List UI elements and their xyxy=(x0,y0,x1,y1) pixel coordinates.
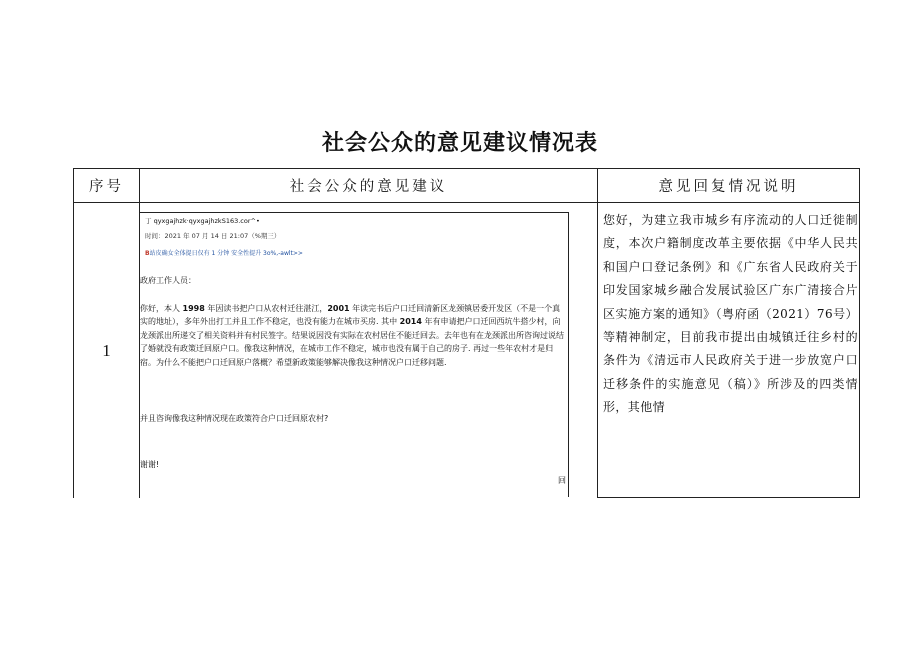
header-opinion: 社会公众的意见建议 xyxy=(139,168,597,202)
page-title: 社会公众的意见建议情况表 xyxy=(321,131,598,156)
email-greeting: 政府工作人员： xyxy=(140,276,196,285)
email-security-notice xyxy=(145,249,303,258)
reply-cell xyxy=(597,202,860,498)
header-reply: 意见回复情况说明 xyxy=(597,168,860,202)
security-text: 站皮确女全体提日仅有 1 分钟 安全性提升 3o%,-awlt>> xyxy=(149,250,303,257)
row-number: 1 xyxy=(73,202,139,498)
header-index: 序号 xyxy=(73,168,139,202)
email-body: 你好，本人 1998 年因读书把户口从农村迁往湛江，2001 年读完书后户口迁回清新区龙颈镇居委开发区（不是一个真实的地址），多年外出打工并且工作不稳定，也没有能力在城市买房. 其中 2014 年有申请把户口迁回西坑牛搭少村，向龙颈派出所递交了相关资料并有村民签字。结果说因没有实际在农村居住不能迁回去。去年也有在龙颈派出所咨询过说结了婚就没有政策迁回原户口。像我这种情况，在城市工作不稳定，城市也没有属于自己的房子. 再过一些年农村才是归宿。为什么不能把户口迁回原户落概？希望新政策能够解决像我这种情况户口迁移问题. xyxy=(140,304,564,367)
email-time: 时间：2021 年 07 月 14 日 21:07（%期三） xyxy=(145,232,281,240)
email-from: 丁 qyxgajhzk·qyxgajhzkS163.cor^• xyxy=(145,217,260,225)
email-question: 并且咨询像我这种情况现在政策符合户口迁回原农村? xyxy=(140,414,329,423)
reply-text: 您好，为建立我市城乡有序流动的人口迁徙制度，本次户籍制度改革主要依据《中华人民共和国户口登记条例》和《广东省人民政府关于印发国家城乡融合发展试验区广东广清接合片区实施方案的通知》（粤府函（2021）76号）等精神制定，目前我市提出由城镇迁往乡村的条件为《清远市人民政府关于进一步放宽户口迁移条件的实施意见（稿）》所涉及的四类情形，其他情 xyxy=(603,213,858,415)
email-tail: 回 xyxy=(558,476,566,485)
security-flag-icon: B xyxy=(145,250,150,257)
opinion-table xyxy=(73,168,860,498)
email-screenshot xyxy=(139,212,569,497)
email-thanks: 谢谢! xyxy=(140,460,160,469)
